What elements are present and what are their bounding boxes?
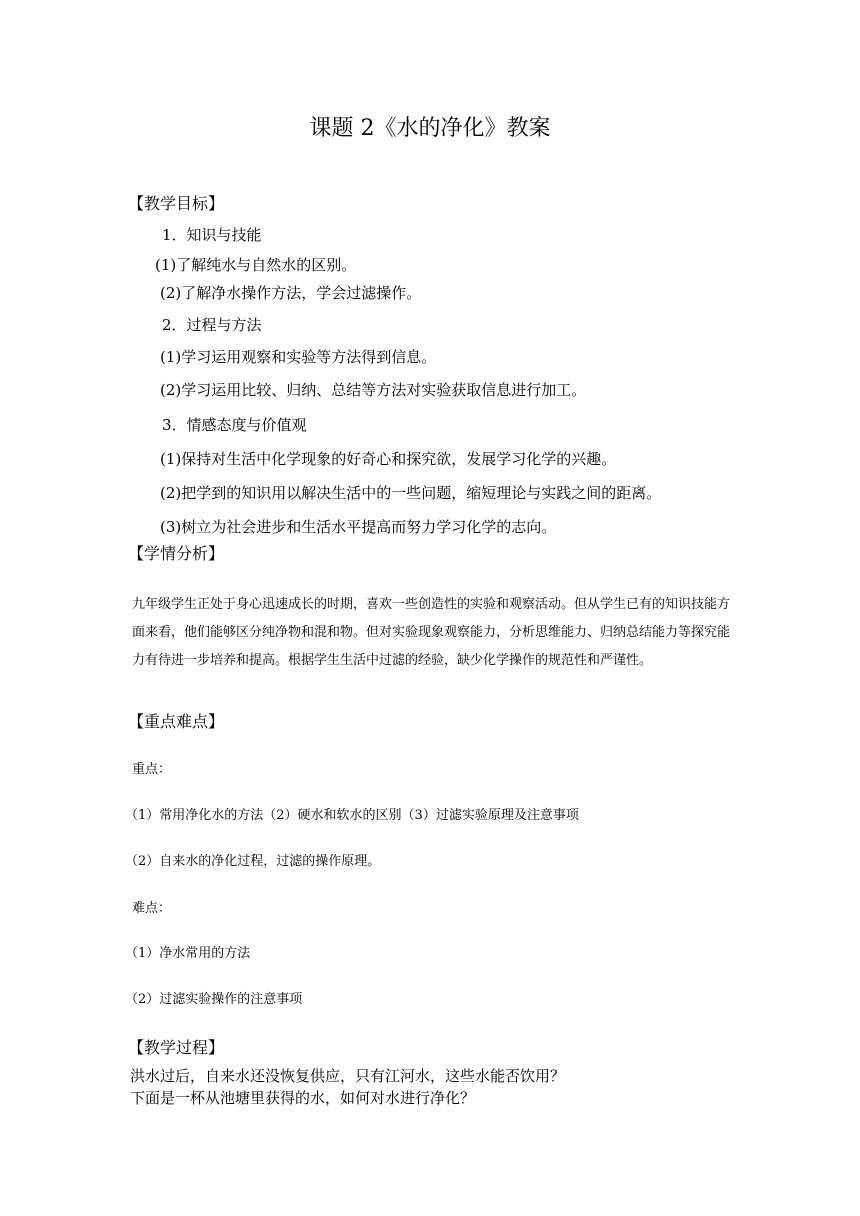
difficulty-item: （1）净水常用的方法	[125, 946, 251, 961]
analysis-paragraph: 九年级学生正处于身心迅速成长的时期，喜欢一些创造性的实验和观察活动。但从学生已有的知识技能方面来看，他们能够区分纯净物和混和物。但对实验现象观察能力，分析思维能力、归纳总结能力等探究能力有待进一步培养和提高。根据学生生活中过滤的经验，缺少化学操作的规范性和严谨性。	[132, 597, 731, 668]
goal-item: (1)保持对生活中化学现象的好奇心和探究欲，发展学习化学的兴趣。	[160, 450, 617, 468]
focus-label: 重点：	[132, 762, 172, 777]
goal-category-1: 1．知识与技能	[162, 226, 262, 244]
process-line: 洪水过后，自来水还没恢复供应，只有江河水，这些水能否饮用？	[130, 1067, 566, 1085]
process-line: 下面是一杯从池塘里获得的水，如何对水进行净化？	[130, 1089, 476, 1107]
goal-category-2: 2．过程与方法	[162, 316, 262, 334]
section-heading-key-points: 【重点难点】	[128, 712, 225, 731]
difficulty-item: （2）过滤实验操作的注意事项	[125, 992, 303, 1007]
page-title: 课题 2《水的净化》教案	[309, 116, 551, 141]
goal-category-3: 3．情感态度与价值观	[162, 416, 307, 434]
section-heading-analysis: 【学情分析】	[128, 544, 225, 563]
goal-item: (2)学习运用比较、归纳、总结等方法对实验获取信息进行加工。	[160, 381, 587, 399]
difficulty-label: 难点：	[132, 901, 172, 916]
section-heading-process: 【教学过程】	[128, 1038, 225, 1057]
focus-item: （1）常用净化水的方法（2）硬水和软水的区别（3）过滤实验原理及注意事项	[125, 808, 579, 823]
focus-item: （2）自来水的净化过程，过滤的操作原理。	[125, 854, 381, 869]
goal-item: (2)把学到的知识用以解决生活中的一些问题，缩短理论与实践之间的距离。	[160, 484, 662, 502]
section-heading-goals: 【教学目标】	[128, 194, 225, 213]
goal-item: (1)了解纯水与自然水的区别。	[155, 256, 357, 274]
goal-item: (2)了解净水操作方法，学会过滤操作。	[160, 284, 422, 302]
goal-item: (1)学习运用观察和实验等方法得到信息。	[160, 348, 437, 366]
goal-item: (3)树立为社会进步和生活水平提高而努力学习化学的志向。	[160, 518, 557, 536]
